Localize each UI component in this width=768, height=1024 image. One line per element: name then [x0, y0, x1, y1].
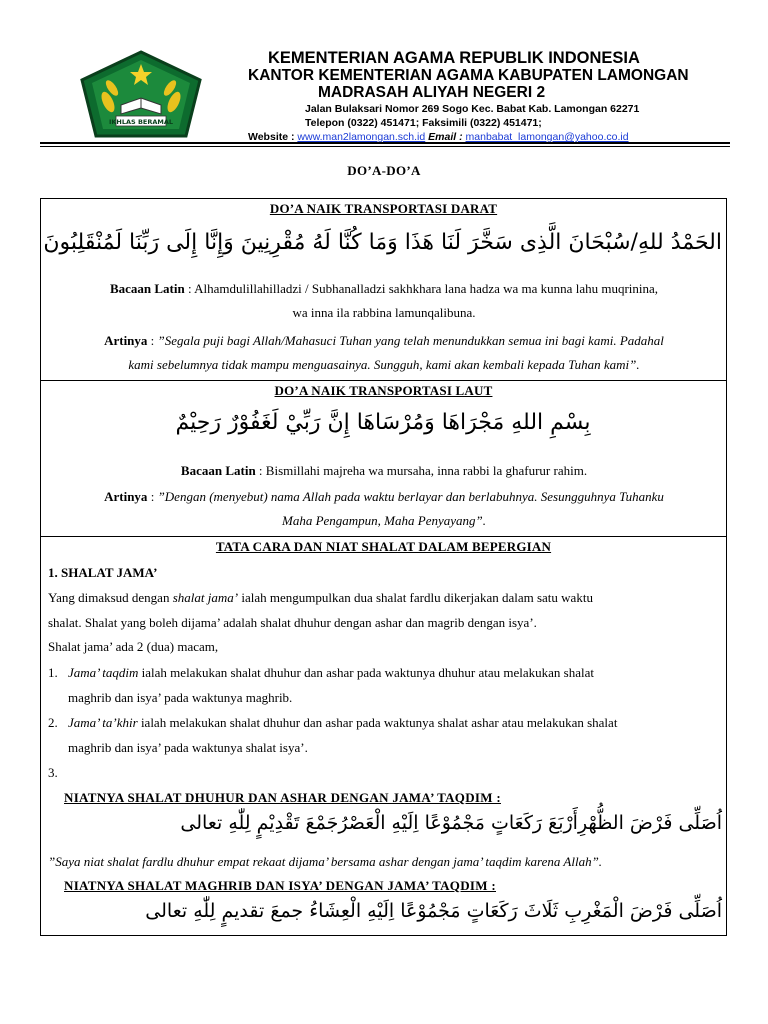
ministry-name: KEMENTERIAN AGAMA REPUBLIK INDONESIA: [268, 49, 640, 67]
section-title-shalat: TATA CARA DAN NIAT SHALAT DALAM BEPERGIAN: [215, 539, 552, 554]
section-divider: [40, 536, 727, 537]
definition-start: Yang dimaksud dengan: [48, 590, 173, 605]
kemenag-logo-icon: [76, 50, 206, 140]
artinya-sep: :: [147, 489, 158, 504]
list-item: [48, 710, 720, 760]
list-number: 2.: [48, 715, 58, 730]
definition-line2: shalat. Shalat yang boleh dijama’ adalah shalat dhuhur dengan ashar dan magrib dengan isya’.: [48, 615, 537, 630]
list-line2: maghrib dan isya’ pada waktunya shalat isya’.: [68, 740, 308, 755]
artinya-laut: [48, 485, 720, 533]
letterhead-text: [248, 50, 728, 144]
list-term: Jama’ ta’khir: [68, 715, 138, 730]
document-title: DO’A-DO’A: [347, 163, 421, 178]
email-link[interactable]: manbabat_lamongan@yahoo.co.id: [465, 131, 629, 143]
school-phone: Telepon (0322) 451471; Faksimili (0322) 451471;: [305, 117, 542, 129]
list-number: 3.: [48, 765, 58, 780]
latin-sep: :: [255, 463, 266, 478]
definition-end: ialah mengumpulkan dua shalat fardlu dikerjakan dalam satu waktu: [238, 590, 593, 605]
website-link[interactable]: www.man2lamongan.sch.id: [297, 131, 426, 143]
paragraph-definition: [48, 585, 720, 635]
latin-sep: :: [184, 281, 195, 296]
latin-laut: [48, 459, 720, 483]
latin-darat: [48, 277, 720, 325]
email-label: Email :: [428, 131, 463, 143]
latin-text: Bismillahi majreha wa mursaha, inna rabbi la ghafurur rahim.: [265, 463, 588, 478]
list-line2: maghrib dan isya’ pada waktunya maghrib.: [68, 690, 293, 705]
artinya-darat: [48, 329, 720, 377]
niat-heading-dhuhur-ashar: NIATNYA SHALAT DHUHUR DAN ASHAR DENGAN JAMA’ TAQDIM :: [64, 790, 501, 805]
arabic-niat-dhuhur-ashar: اُصَلِّى فَرْضَ الظُّهْرِأَرْبَعَ رَكَعَاتٍ مَجْمُوْعًا اِلَيْهِ الْعَصْرُجَمْعَ تَقْدِيْمٍ لِلّٰهِ تعالى: [180, 812, 722, 834]
office-name: KANTOR KEMENTERIAN AGAMA KABUPATEN LAMONGAN: [248, 67, 689, 84]
list-number: 1.: [48, 665, 58, 680]
latin-label: Bacaan Latin: [109, 281, 185, 296]
list-item: [48, 660, 720, 710]
section-divider: [40, 380, 727, 381]
definition-term: shalat jama’: [172, 590, 239, 605]
artinya-line1: ”Segala puji bagi Allah/Mahasuci Tuhan yang telah menundukkan semua ini bagi kami. Padahal: [157, 333, 664, 348]
school-address: Jalan Bulaksari Nomor 269 Sogo Kec. Babat Kab. Lamongan 62271: [305, 103, 640, 115]
artinya-sep: :: [147, 333, 158, 348]
list-line1: ialah melakukan shalat dhuhur dan ashar pada waktunya dhuhur atau melakukan shalat: [138, 665, 594, 680]
latin-line1: Alhamdulillahilladzi / Subhanalladzi sakhkhara lana hadza wa ma kunna lahu muqrinina,: [194, 281, 659, 296]
translation-niat-dhuhur-ashar: ”Saya niat shalat fardlu dhuhur empat rekaat dijama’ bersama ashar dengan jama’ taqdim karena Allah”.: [48, 854, 603, 869]
list-line1: ialah melakukan shalat dhuhur dan ashar pada waktunya shalat ashar atau melakukan shalat: [137, 715, 618, 730]
letterhead-rule-thin: [40, 146, 730, 147]
arabic-doa-laut: بِسْمِ اللهِ مَجْرَاهَا وَمُرْسَاهَا إِنَّ رَبِّيْ لَغَفُوْرٌ رَحِيْمٌ: [175, 410, 591, 435]
arabic-niat-maghrib-isya: اُصَلِّى فَرْضَ الْمَغْرِبِ ثَلَاثَ رَكَعَاتٍ مَجْمُوْعًا اِلَيْهِ الْعِشَاءُ جمعَ تقديمٍ لِلّٰهِ تعالى: [145, 900, 722, 922]
website-label: Website :: [248, 131, 295, 143]
latin-line2: wa inna ila rabbina lamunqalibuna.: [292, 305, 476, 320]
artinya-label: Artinya: [104, 489, 148, 504]
list-term: Jama’ taqdim: [68, 665, 139, 680]
paragraph-types: Shalat jama’ ada 2 (dua) macam,: [48, 639, 219, 654]
logo-motto: IKHLAS BERAMAL: [108, 118, 174, 126]
section-title-darat: DO’A NAIK TRANSPORTASI DARAT: [269, 201, 498, 216]
latin-label: Bacaan Latin: [180, 463, 256, 478]
letterhead-rule: [40, 142, 730, 144]
artinya-line1: ”Dengan (menyebut) nama Allah pada waktu berlayar dan berlabuhnya. Sesungguhnya Tuhanku: [157, 489, 664, 504]
artinya-line2: kami sebelumnya tidak mampu menguasainya. Sungguh, kami akan kembali kepada Tuhan kami”.: [128, 357, 640, 372]
section-title-laut: DO’A NAIK TRANSPORTASI LAUT: [274, 383, 493, 398]
letterhead: [40, 40, 730, 143]
school-name: MADRASAH ALIYAH NEGERI 2: [318, 84, 546, 101]
artinya-label: Artinya: [104, 333, 148, 348]
subhead-shalat-jama: 1. SHALAT JAMA’: [48, 565, 158, 580]
niat-heading-maghrib-isya: NIATNYA SHALAT MAGHRIB DAN ISYA’ DENGAN JAMA’ TAQDIM :: [64, 878, 496, 893]
arabic-doa-darat: الحَمْدُ للهِ/سُبْحَانَ الَّذِى سَخَّرَ لَنَا هَذَا وَمَا كُنَّا لَهُ مُقْرِنِينَ وَإِنَّا إِلَى رَبِّنَا لَمُنْقَلِبُونَ: [43, 230, 722, 255]
artinya-line2: Maha Pengampun, Maha Penyayang”.: [282, 513, 486, 528]
